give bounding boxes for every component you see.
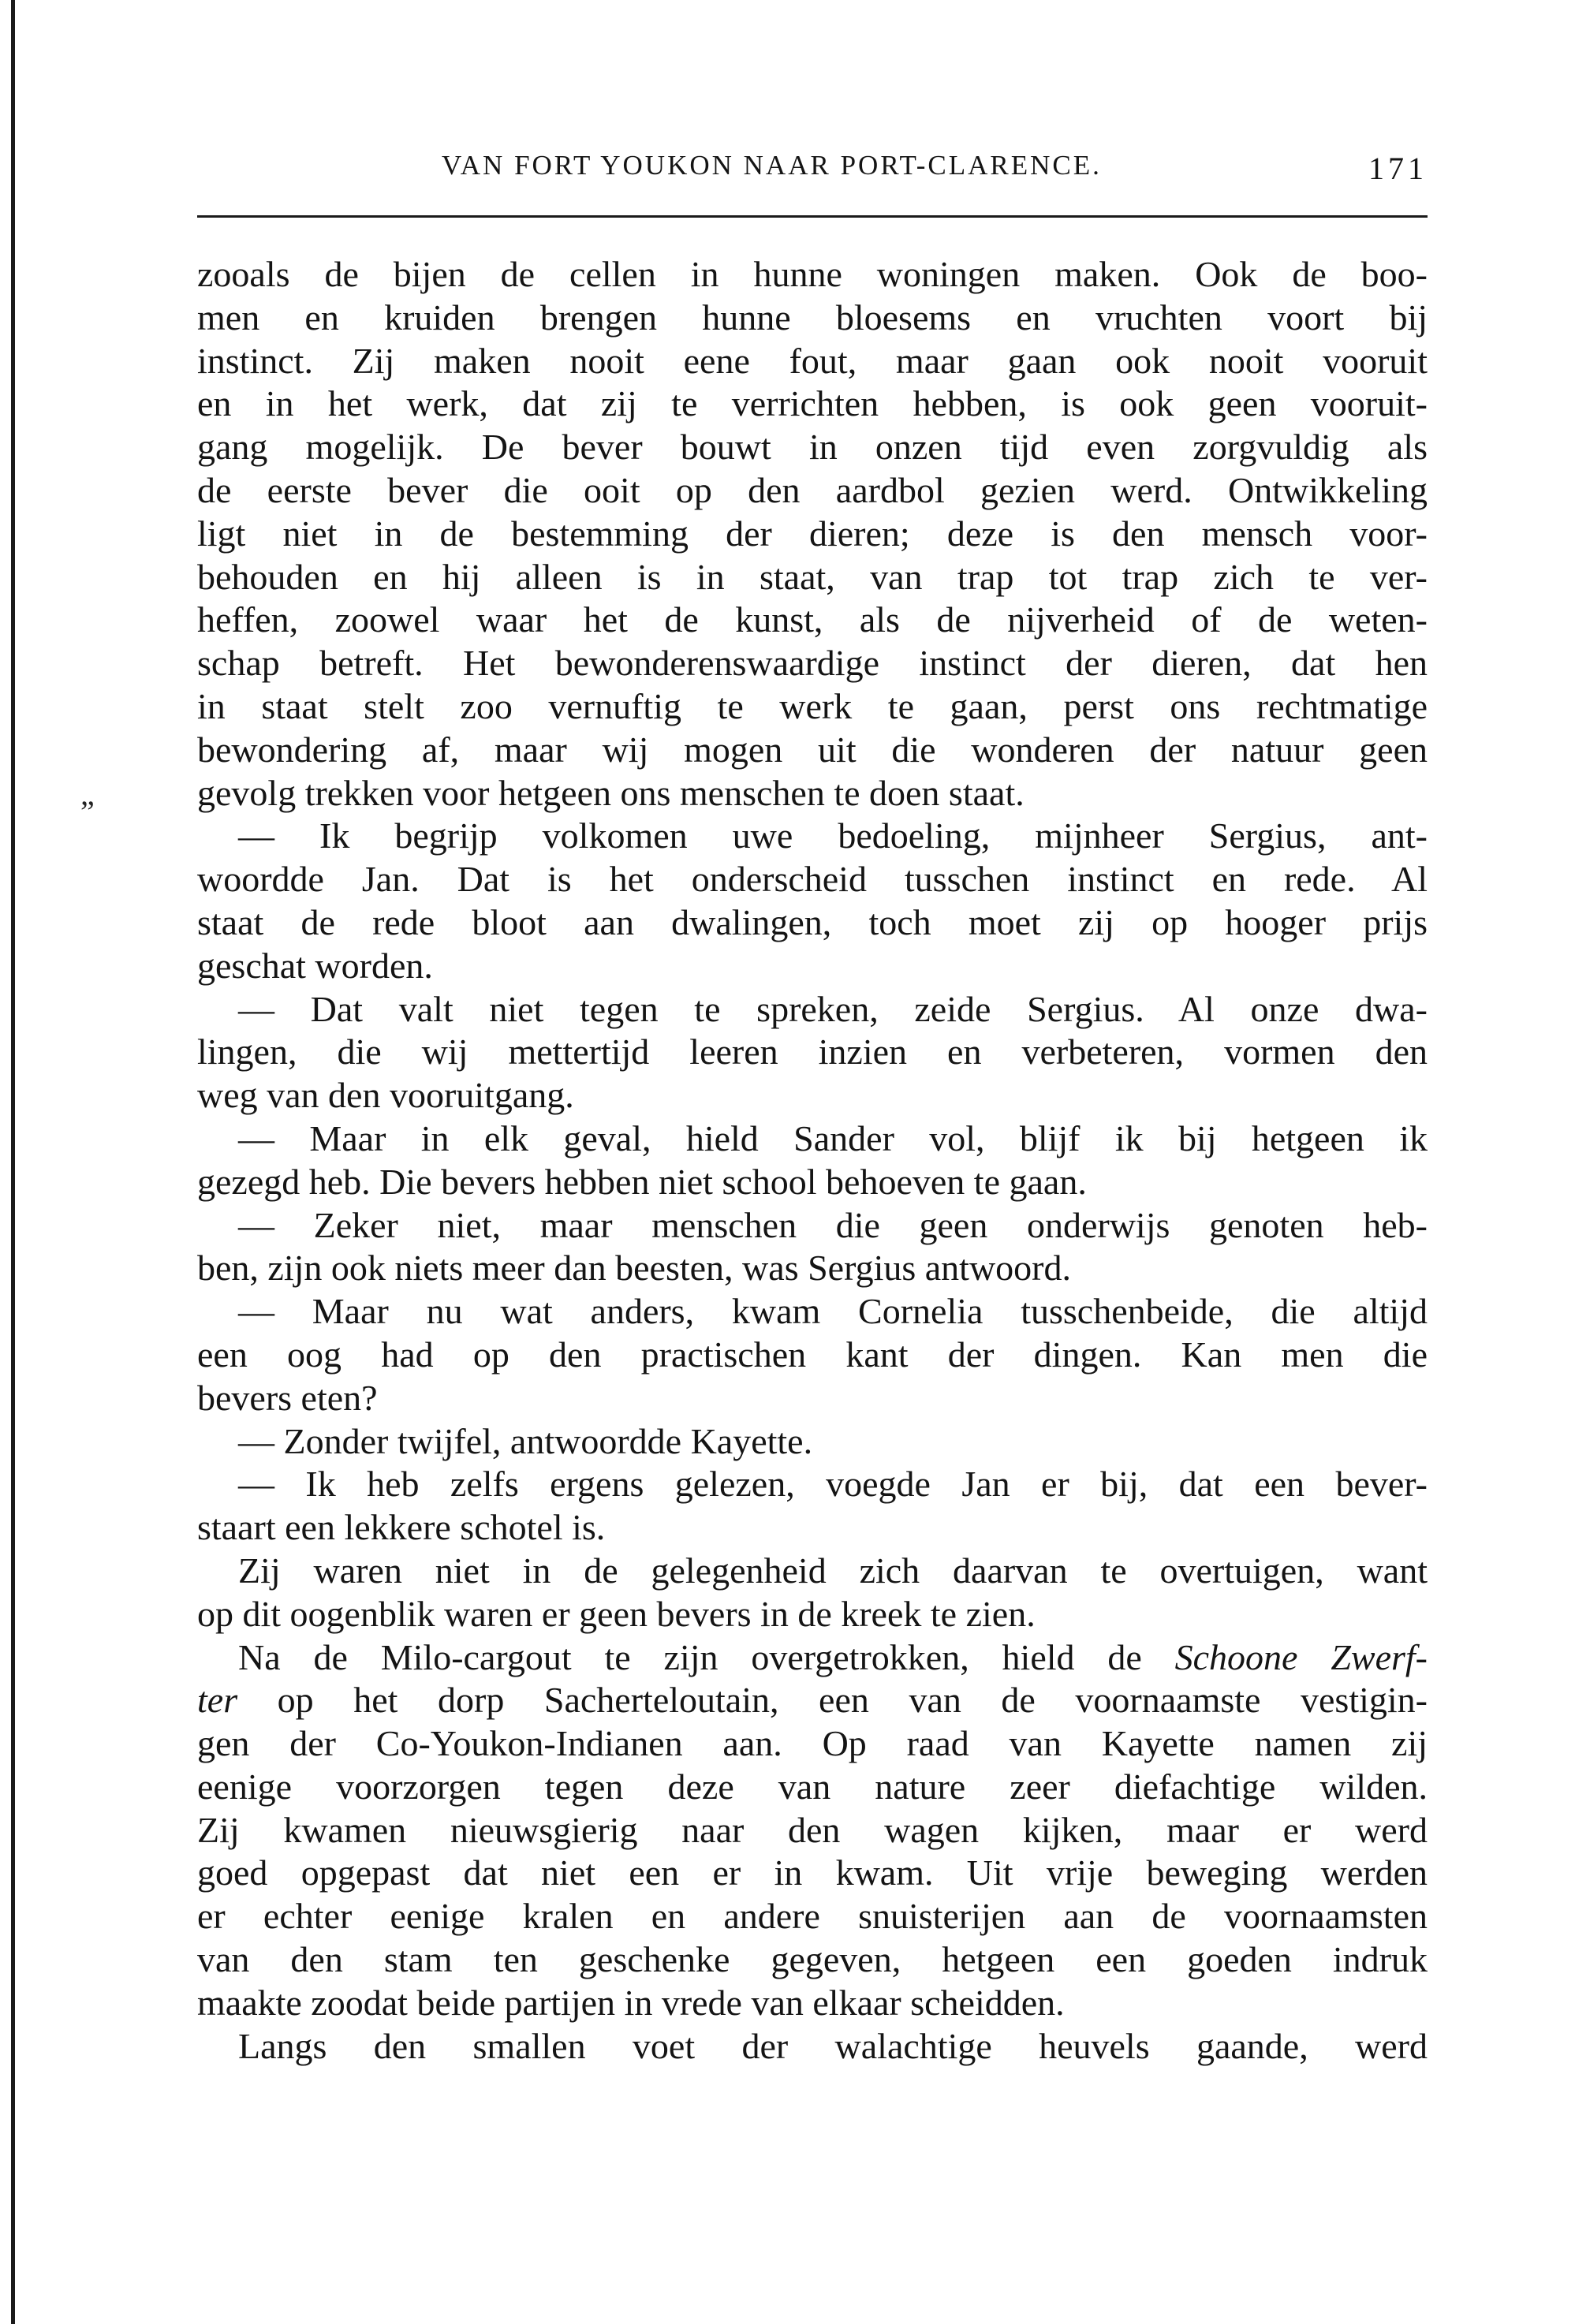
text-line: schap betreft. Het bewonderenswaardige instinct der dieren, dat hen [197, 643, 1428, 684]
text-line: staat de rede bloot aan dwalingen, toch moet zij op hooger prijs [197, 901, 1428, 942]
ship-name-italic: Schoone Zwerf- [1174, 1636, 1428, 1677]
binding-edge-rule [11, 0, 15, 2324]
page-header [197, 150, 1428, 189]
text-line: gen der Co-Youkon-Indianen aan. Op raad van Kayette namen zij [197, 1723, 1428, 1764]
text-line: weg van den vooruitgang. [197, 1075, 574, 1116]
header-rule [197, 215, 1428, 218]
text-line: heffen, zoowel waar het de kunst, als de nijverheid of de weten- [197, 599, 1428, 640]
body-text [197, 253, 1428, 2068]
running-title: VAN FORT YOUKON NAAR PORT-CLARENCE. [442, 150, 1102, 181]
text-line: bewondering af, maar wij mogen uit die wonderen der natuur geen [197, 729, 1428, 770]
text-line: — Ik begrijp volkomen uwe bedoeling, mijnheer Sergius, ant- [238, 815, 1428, 856]
text-line: gevolg trekken voor hetgeen ons menschen te doen staat. [197, 772, 1025, 813]
text-line: zooals de bijen de cellen in hunne woningen maken. Ook de boo- [197, 254, 1428, 294]
text-line: op dit oogenblik waren er geen bevers in de kreek te zien. [197, 1593, 1036, 1634]
text-line: gezegd heb. Die bevers hebben niet school behoeven te gaan. [197, 1161, 1087, 1202]
text-run: op het dorp Sacherteloutain, een van de voornaamste vestigin- [237, 1680, 1428, 1721]
text-line: eenige voorzorgen tegen deze van nature zeer diefachtige wilden. [197, 1766, 1428, 1807]
text-line: lingen, die wij mettertijd leeren inzien en verbeteren, vormen den [197, 1031, 1428, 1072]
text-line: goed opgepast dat niet een er in kwam. Uit vrije beweging werden [197, 1852, 1428, 1893]
text-line: — Zonder twijfel, antwoordde Kayette. [238, 1420, 813, 1461]
text-line: men en kruiden brengen hunne bloesems en vruchten voort bij [197, 297, 1428, 338]
text-line: — Maar nu wat anders, kwam Cornelia tusschenbeide, die altijd [238, 1291, 1428, 1332]
text-line: — Zeker niet, maar menschen die geen onderwijs genoten heb- [238, 1204, 1428, 1245]
text-line: Langs den smallen voet der walachtige heuvels gaande, werd [238, 2025, 1428, 2066]
text-line: van den stam ten geschenke gegeven, hetgeen een goeden indruk [197, 1939, 1428, 1980]
text-line: woordde Jan. Dat is het onderscheid tusschen instinct en rede. Al [197, 859, 1428, 900]
text-line: in staat stelt zoo vernuftig te werk te gaan, perst ons rechtmatige [197, 685, 1428, 726]
text-line: een oog had op den practischen kant der dingen. Kan men die [197, 1334, 1428, 1375]
text-line: en in het werk, dat zij te verrichten hebben, is ook geen vooruit- [197, 383, 1428, 424]
text-line: behouden en hij alleen is in staat, van trap tot trap zich te ver- [197, 556, 1428, 597]
text-line: ligt niet in de bestemming der dieren; deze is den mensch voor- [197, 513, 1428, 554]
text-line: Zij kwamen nieuwsgierig naar den wagen kijken, maar er werd [197, 1809, 1428, 1850]
text-line: er echter eenige kralen en andere snuisterijen aan de voornaamsten [197, 1896, 1428, 1937]
text-line [197, 1636, 1428, 1680]
text-line: ben, zijn ook niets meer dan beesten, was Sergius antwoord. [197, 1248, 1071, 1289]
text-line: bevers eten? [197, 1377, 378, 1418]
text-line: maakte zoodat beide partijen in vrede van elkaar scheidden. [197, 1982, 1065, 2023]
text-run: Na de Milo-cargout te zijn overgetrokken, hield de [238, 1636, 1175, 1677]
text-line: gang mogelijk. De bever bouwt in onzen tijd even zorgvuldig als [197, 427, 1428, 468]
text-line: de eerste bever die ooit op den aardbol gezien werd. Ontwikkeling [197, 469, 1428, 510]
text-line: staart een lekkere schotel is. [197, 1507, 606, 1548]
ship-name-italic: ter [197, 1680, 238, 1721]
text-line: Zij waren niet in de gelegenheid zich daarvan te overtuigen, want [238, 1550, 1428, 1591]
page-number: 171 [1368, 151, 1428, 186]
text-line: — Maar in elk geval, hield Sander vol, blijf ik bij hetgeen ik [238, 1117, 1428, 1158]
text-line: — Dat valt niet tegen te spreken, zeide Sergius. Al onze dwa- [238, 988, 1428, 1029]
text-line: instinct. Zij maken nooit eene fout, maar gaan ook nooit vooruit [197, 340, 1428, 381]
text-line: geschat worden. [197, 945, 433, 986]
margin-mark: ” [80, 794, 95, 830]
text-line [197, 1679, 1428, 1722]
text-line: — Ik heb zelfs ergens gelezen, voegde Jan er bij, dat een bever- [238, 1464, 1428, 1505]
